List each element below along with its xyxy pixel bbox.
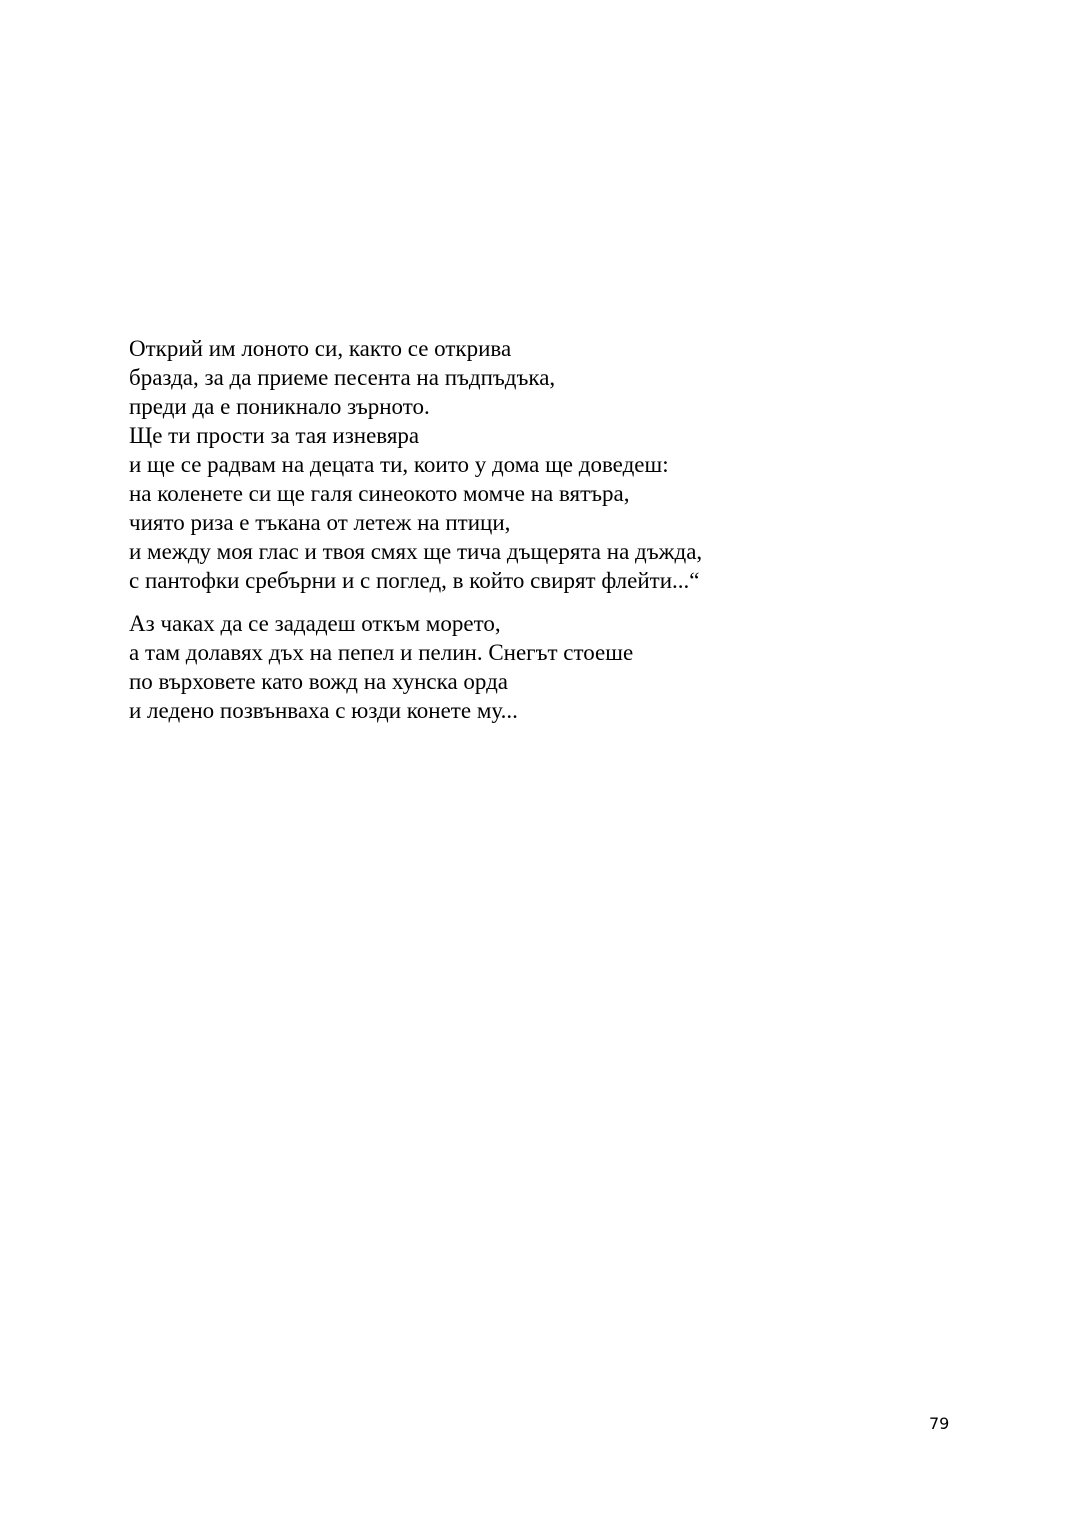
poem-line: Аз чаках да се зададеш откъм морето, xyxy=(129,611,501,636)
poem-line: Ще ти прости за тая изневяра xyxy=(129,423,420,448)
poem-line: чиято риза е тъкана от летеж на птици, xyxy=(129,510,511,535)
poem-line: и между моя глас и твоя смях ще тича дъщерята на дъжда, xyxy=(129,539,703,564)
stanza-2 xyxy=(129,609,989,725)
page-number: 79 xyxy=(929,1414,950,1433)
poem-line: преди да е поникнало зърното. xyxy=(129,394,430,419)
poem-line: и ще се радвам на децата ти, които у дома ще доведеш: xyxy=(129,452,669,477)
poem-line: а там долавях дъх на пепел и пелин. Снегът стоеше xyxy=(129,640,634,665)
poem-line: с пантофки сребърни и с поглед, в който свирят флейти...“ xyxy=(129,568,700,593)
poem-line: по върховете като вожд на хунска орда xyxy=(129,669,509,694)
poem-line: на коленете си ще галя синеокото момче на вятъра, xyxy=(129,481,630,506)
poem-line: и ледено позвънваха с юзди конете му... xyxy=(129,698,518,723)
poem-line: бразда, за да приеме песента на пъдпъдъка, xyxy=(129,365,556,390)
stanza-1 xyxy=(129,334,989,595)
poem-line: Открий им лоното си, както се открива xyxy=(129,336,512,361)
poem-text xyxy=(129,334,989,725)
